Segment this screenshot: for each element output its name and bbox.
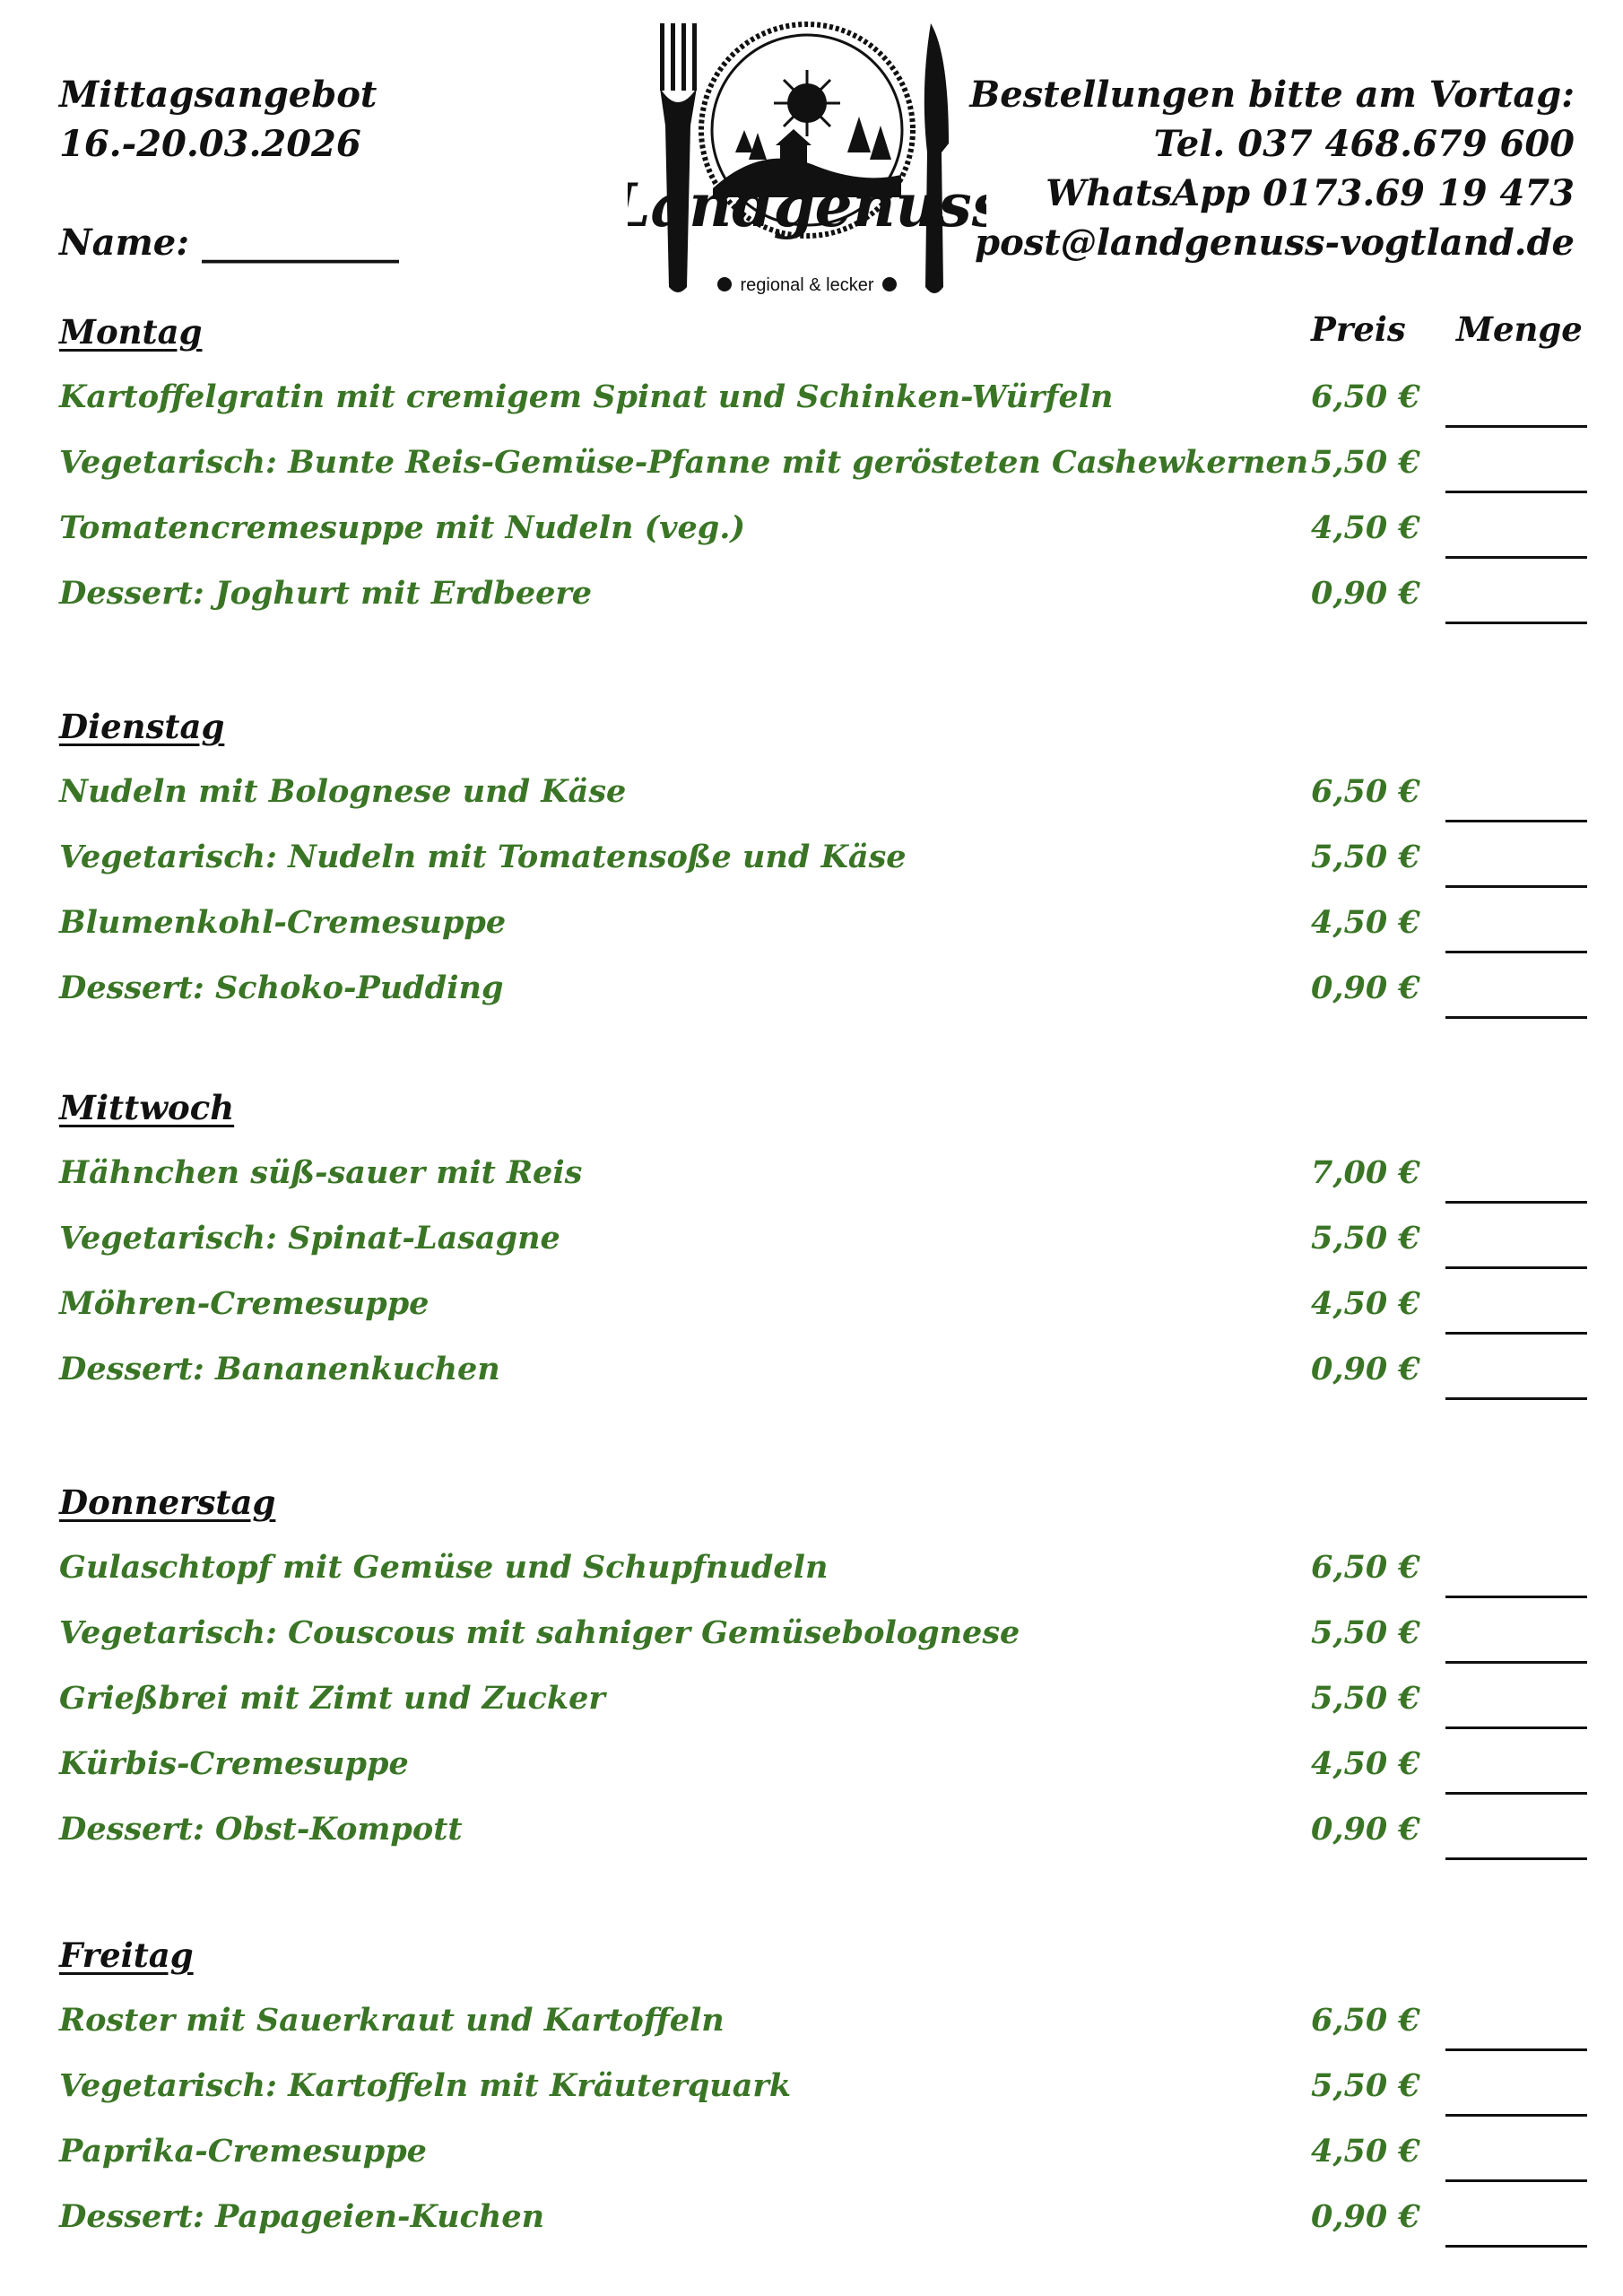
- column-header-price: Preis: [1311, 309, 1406, 349]
- quantity-blank[interactable]: [1445, 2245, 1587, 2248]
- day-section-montag: [59, 309, 1584, 637]
- menu-item-name: Gulaschtopf mit Gemüse und Schupfnudeln: [59, 1549, 829, 1586]
- menu-item: [59, 1347, 1584, 1413]
- menu-item: [59, 440, 1584, 506]
- menu-item: [59, 1676, 1584, 1742]
- column-header-quantity: Menge: [1456, 309, 1583, 349]
- menu-item-price: 5,50 €: [1311, 839, 1420, 875]
- logo-tagline: regional & lecker: [740, 275, 874, 295]
- menu-item-name: Dessert: Papageien-Kuchen: [59, 2198, 545, 2235]
- day-title: Freitag: [59, 1935, 194, 1975]
- menu-item-name: Dessert: Schoko-Pudding: [59, 970, 504, 1006]
- menu-item-name: Dessert: Joghurt mit Erdbeere: [59, 575, 593, 612]
- menu-item-price: 5,50 €: [1311, 1614, 1420, 1651]
- menu-item-name: Kürbis-Cremesuppe: [59, 1745, 409, 1782]
- menu-item-price: 0,90 €: [1311, 1351, 1420, 1387]
- menu-item-name: Vegetarisch: Spinat-Lasagne: [59, 1220, 560, 1257]
- menu-item-price: 4,50 €: [1311, 2133, 1420, 2170]
- menu-item-name: Vegetarisch: Bunte Reis-Gemüse-Pfanne mit gerösteten Cashewkernen: [59, 444, 1309, 481]
- menu-item-name: Roster mit Sauerkraut und Kartoffeln: [59, 2002, 725, 2039]
- menu-item: [59, 1807, 1584, 1873]
- order-note: Bestellungen bitte am Vortag:: [969, 74, 1575, 116]
- quantity-blank[interactable]: [1445, 1397, 1587, 1400]
- menu-item-name: Nudeln mit Bolognese und Käse: [59, 773, 627, 810]
- logo-brand-text: Landgenuss: [628, 170, 986, 240]
- quantity-blank[interactable]: [1445, 1792, 1587, 1795]
- menu-item-price: 6,50 €: [1311, 1549, 1420, 1586]
- contact-block: [969, 70, 1575, 267]
- quantity-blank[interactable]: [1445, 885, 1587, 888]
- name-field[interactable]: Name: ___________: [59, 222, 399, 264]
- menu-item-name: Blumenkohl-Cremesuppe: [59, 904, 507, 941]
- menu-item: [59, 2129, 1584, 2195]
- knife-icon: [924, 23, 949, 293]
- quantity-blank[interactable]: [1445, 951, 1587, 953]
- menu-item-price: 5,50 €: [1311, 2067, 1420, 2104]
- quantity-blank[interactable]: [1445, 820, 1587, 822]
- menu-item: [59, 506, 1584, 571]
- quantity-blank[interactable]: [1445, 1016, 1587, 1019]
- menu-item-name: Kartoffelgratin mit cremigem Spinat und Schinken-Würfeln: [59, 378, 1114, 415]
- menu-item-name: Vegetarisch: Nudeln mit Tomatensoße und Käse: [59, 839, 907, 875]
- menu-item-name: Dessert: Bananenkuchen: [59, 1351, 500, 1387]
- day-title: Donnerstag: [59, 1483, 276, 1522]
- menu-item: [59, 1545, 1584, 1611]
- menu-item: [59, 2064, 1584, 2129]
- menu-item-name: Vegetarisch: Couscous mit sahniger Gemüsebolognese: [59, 1614, 1020, 1651]
- menu-item: [59, 1998, 1584, 2064]
- menu-item-name: Paprika-Cremesuppe: [59, 2133, 427, 2170]
- landgenuss-logo: [628, 18, 986, 305]
- menu-item-name: Tomatencremesuppe mit Nudeln (veg.): [59, 509, 746, 546]
- menu-item-price: 4,50 €: [1311, 904, 1420, 941]
- menu-item: [59, 1742, 1584, 1807]
- day-title: Montag: [59, 312, 203, 352]
- quantity-blank[interactable]: [1445, 622, 1587, 624]
- menu-item-price: 5,50 €: [1311, 1220, 1420, 1257]
- quantity-blank[interactable]: [1445, 491, 1587, 493]
- whatsapp-number[interactable]: WhatsApp 0173.69 19 473: [1046, 172, 1575, 214]
- menu-item: [59, 1282, 1584, 1347]
- date-range: 16.-20.03.2026: [59, 123, 361, 165]
- menu-item-name: Möhren-Cremesuppe: [59, 1285, 430, 1322]
- menu-item-price: 0,90 €: [1311, 970, 1420, 1006]
- menu-item-name: Hähnchen süß-sauer mit Reis: [59, 1154, 583, 1191]
- sun-icon: [774, 70, 840, 136]
- email-address[interactable]: post@landgenuss-vogtland.de: [975, 222, 1575, 264]
- menu-item: [59, 770, 1584, 835]
- menu-item-price: 4,50 €: [1311, 1745, 1420, 1782]
- menu-item-price: 6,50 €: [1311, 2002, 1420, 2039]
- menu-item-price: 5,50 €: [1311, 444, 1420, 481]
- menu-item: [59, 835, 1584, 900]
- day-section-dienstag: [59, 704, 1584, 1031]
- menu-item-name: Grießbrei mit Zimt und Zucker: [59, 1680, 605, 1717]
- menu-item: [59, 966, 1584, 1031]
- menu-item-price: 6,50 €: [1311, 773, 1420, 810]
- quantity-blank[interactable]: [1445, 425, 1587, 428]
- menu-item-price: 5,50 €: [1311, 1680, 1420, 1717]
- quantity-blank[interactable]: [1445, 2179, 1587, 2182]
- menu-item: [59, 571, 1584, 637]
- day-title: Mittwoch: [59, 1088, 235, 1127]
- menu-item: [59, 1216, 1584, 1282]
- menu-title: Mittagsangebot: [59, 74, 378, 116]
- quantity-blank[interactable]: [1445, 1661, 1587, 1664]
- header-left: [59, 70, 399, 267]
- phone-number[interactable]: Tel. 037 468.679 600: [1153, 123, 1575, 165]
- quantity-blank[interactable]: [1445, 2114, 1587, 2117]
- quantity-blank[interactable]: [1445, 2048, 1587, 2051]
- menu-item: [59, 900, 1584, 966]
- quantity-blank[interactable]: [1445, 1332, 1587, 1335]
- menu-item: [59, 375, 1584, 440]
- quantity-blank[interactable]: [1445, 1857, 1587, 1860]
- menu-item-price: 7,00 €: [1311, 1154, 1420, 1191]
- menu-item-price: 4,50 €: [1311, 1285, 1420, 1322]
- menu-item: [59, 1611, 1584, 1676]
- menu-item-price: 0,90 €: [1311, 2198, 1420, 2235]
- day-section-freitag: [59, 1933, 1584, 2260]
- day-section-mittwoch: [59, 1085, 1584, 1413]
- menu-item-price: 0,90 €: [1311, 575, 1420, 612]
- day-section-donnerstag: [59, 1480, 1584, 1873]
- quantity-blank[interactable]: [1445, 1266, 1587, 1269]
- quantity-blank[interactable]: [1445, 1726, 1587, 1729]
- quantity-blank[interactable]: [1445, 1201, 1587, 1204]
- menu-item-price: 6,50 €: [1311, 378, 1420, 415]
- menu-item-price: 0,90 €: [1311, 1811, 1420, 1848]
- fork-icon: [660, 23, 697, 292]
- day-title: Dienstag: [59, 707, 225, 746]
- menu-item-name: Dessert: Obst-Kompott: [59, 1811, 463, 1848]
- menu-item-price: 4,50 €: [1311, 509, 1420, 546]
- menu-item: [59, 2195, 1584, 2260]
- quantity-blank[interactable]: [1445, 1596, 1587, 1598]
- quantity-blank[interactable]: [1445, 556, 1587, 559]
- menu-item-name: Vegetarisch: Kartoffeln mit Kräuterquark: [59, 2067, 792, 2104]
- menu-item: [59, 1151, 1584, 1216]
